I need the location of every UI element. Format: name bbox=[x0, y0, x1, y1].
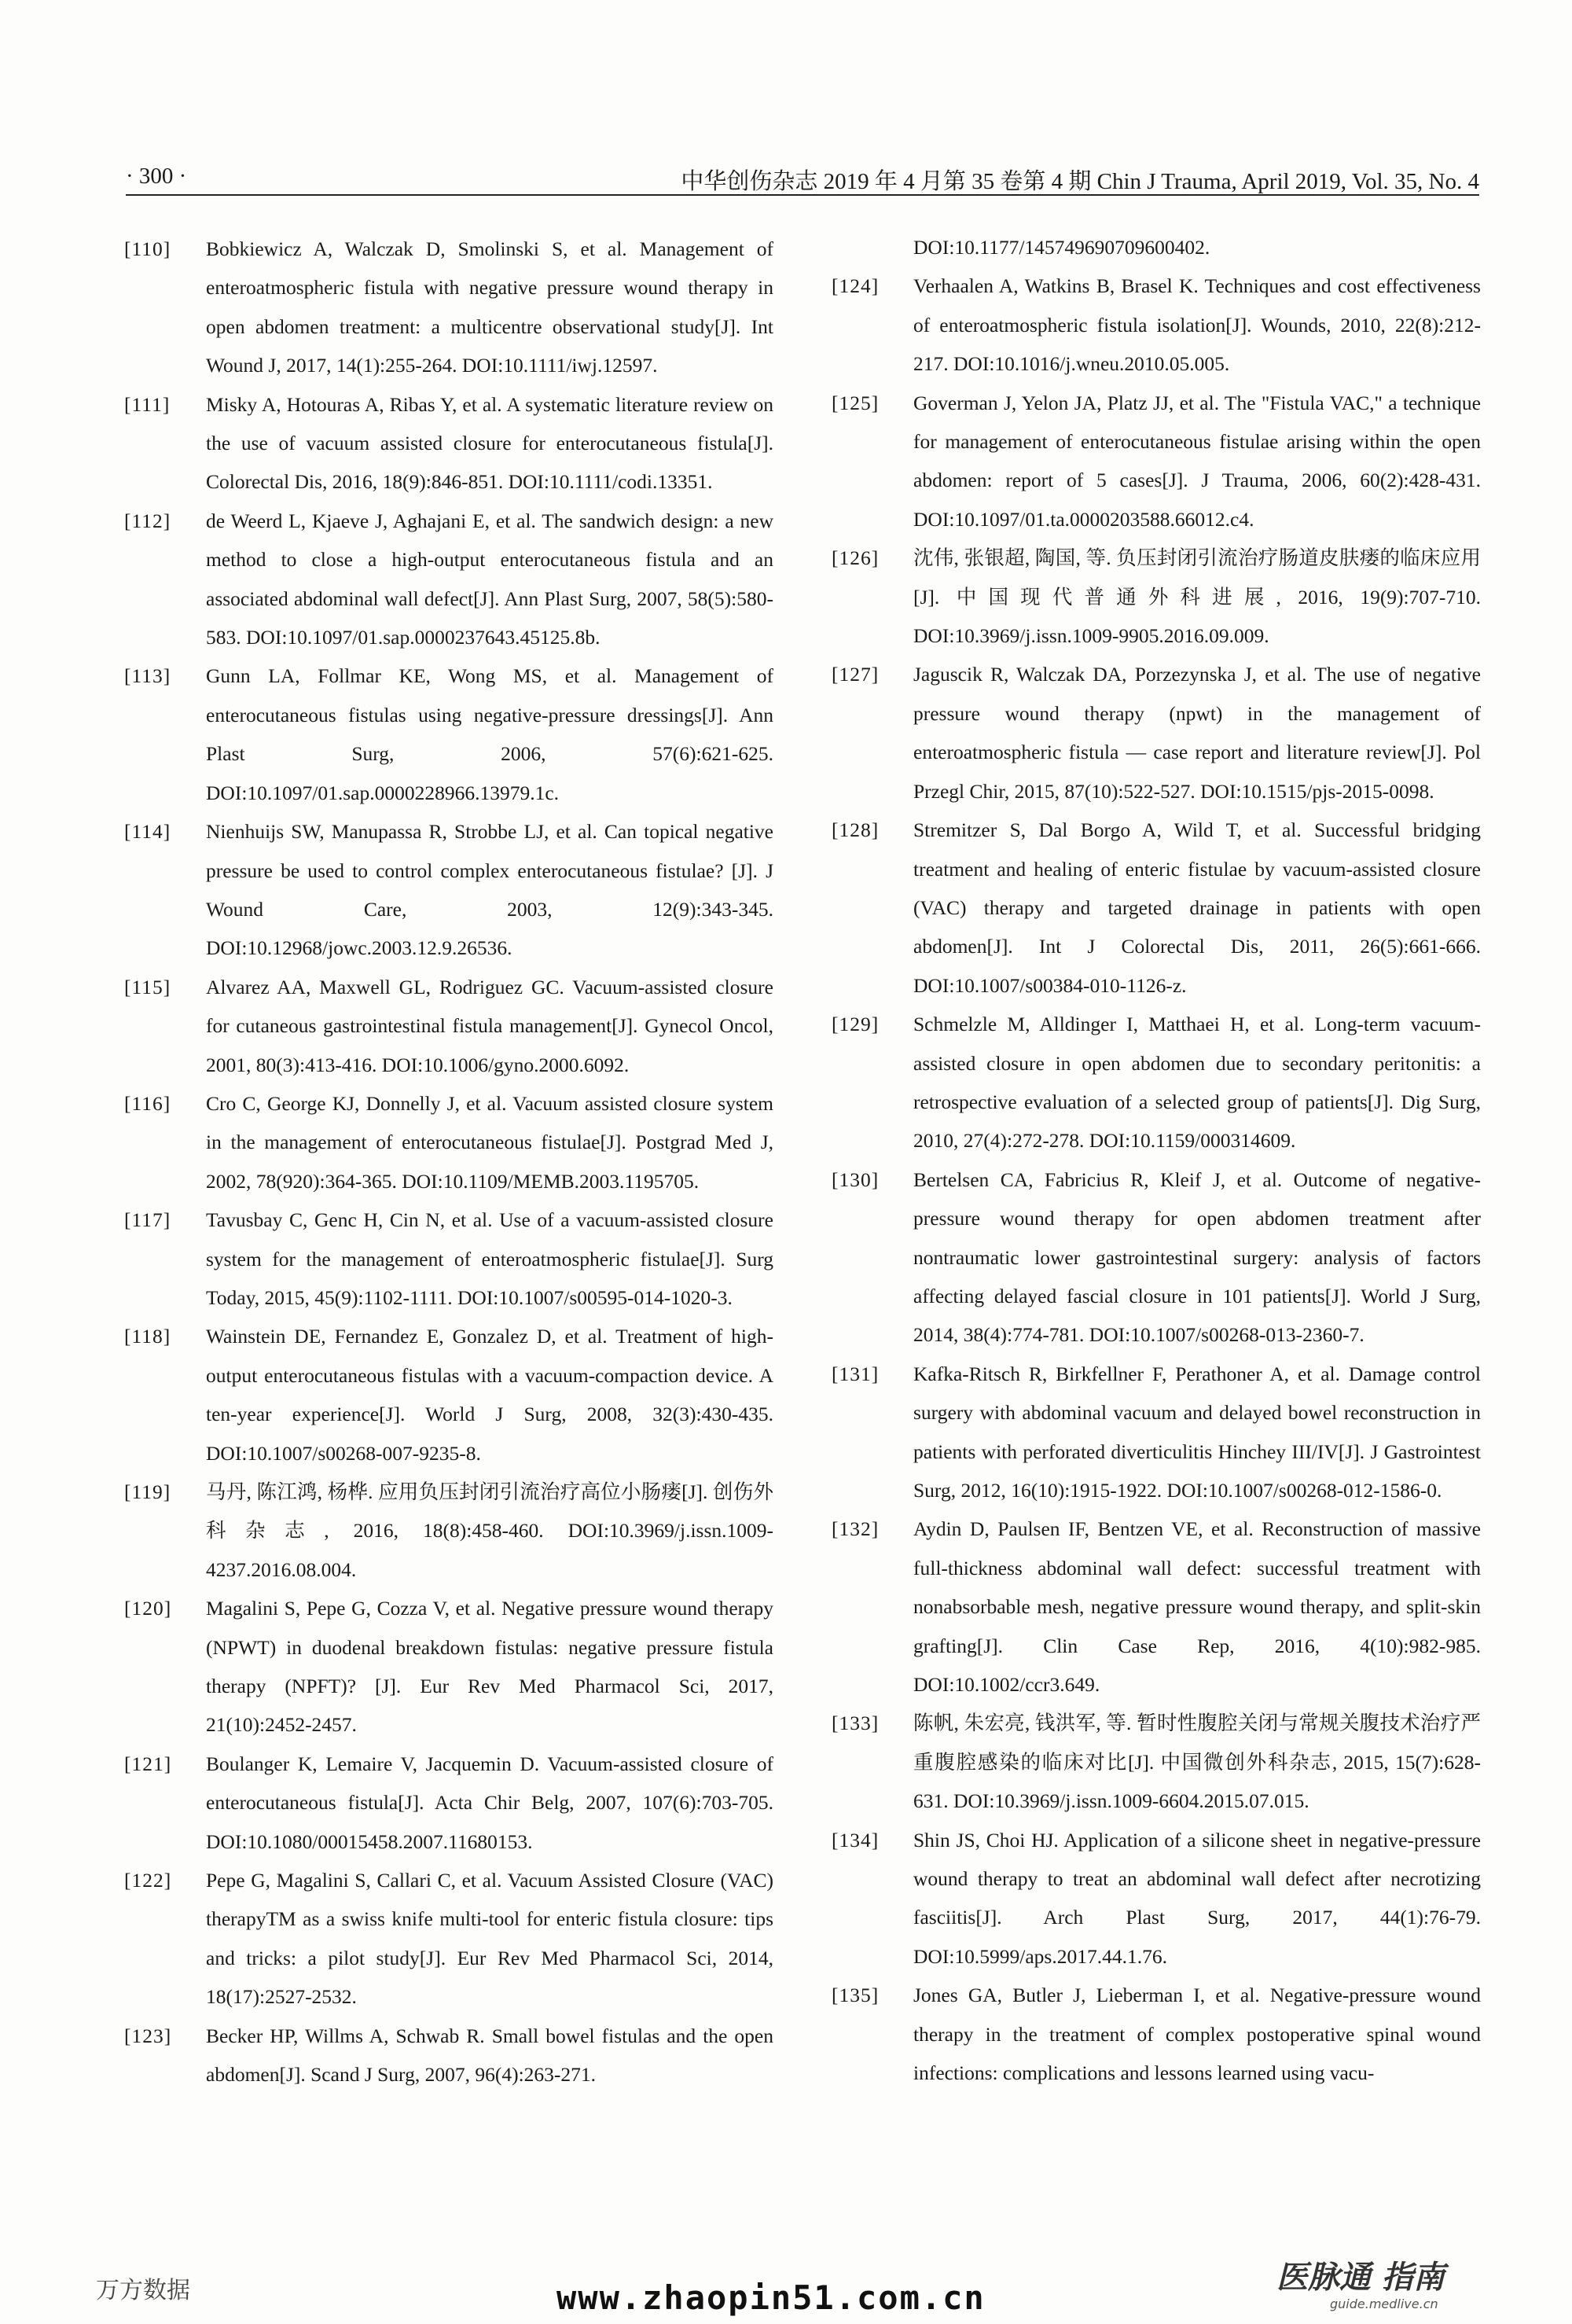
header-rule bbox=[126, 194, 1479, 196]
running-header bbox=[126, 156, 1479, 195]
reference-item bbox=[124, 1473, 773, 1589]
reference-number: [124] bbox=[832, 274, 880, 298]
reference-item bbox=[124, 1745, 773, 1861]
reference-number: [131] bbox=[832, 1362, 880, 1385]
reference-text: Goverman J, Yelon JA, Platz JJ, et al. The "Fistula VAC," a technique for management of enterocutaneous fistulae arising within the open abdomen: report of 5 cases[J]. J Trauma, 2006, 60(2):428-431. DOI:10.1097/01.ta.0000203588.66012.c4. bbox=[913, 391, 1481, 531]
reference-text: Nienhuijs SW, Manupassa R, Strobbe LJ, et al. Can topical negative pressure be used to control complex enterocutaneous fistulae? [J]. J Wound Care, 2003, 12(9):343-345. DOI:10.12968/jowc.2003.12.9.26536. bbox=[206, 820, 773, 960]
reference-item bbox=[832, 1704, 1481, 1820]
reference-text: Gunn LA, Follmar KE, Wong MS, et al. Management of enterocutaneous fistulas using negative-pressure dressings[J]. Ann Plast Surg, 2006, 57(6):621-625. DOI:10.1097/01.sap.0000228966.13979.1c. bbox=[206, 664, 773, 804]
reference-item bbox=[832, 1509, 1481, 1704]
database-watermark: 万方数据 bbox=[96, 2277, 190, 2304]
reference-column-left bbox=[124, 230, 773, 2094]
reference-text: Pepe G, Magalini S, Callari C, et al. Vacuum Assisted Closure (VAC) therapyTM as a swiss knife multi-tool for enteric fistula closure: tips and tricks: a pilot study[J]. Eur Rev Med Pharmacol Sci, 2014, 18(17):2527-2532. bbox=[206, 1869, 773, 2009]
reference-text: Verhaalen A, Watkins B, Brasel K. Techniques and cost effectiveness of enteroatmospheric fistula isolation[J]. Wounds, 2010, 22(8):212-217. DOI:10.1016/j.wneu.2010.05.005. bbox=[913, 274, 1481, 376]
reference-item bbox=[832, 1976, 1481, 2092]
reference-number: [130] bbox=[832, 1168, 880, 1191]
reference-text: Shin JS, Choi HJ. Application of a silicone sheet in negative-pressure wound therapy to treat an abdominal wall defect after necrotizing fasciitis[J]. Arch Plast Surg, 2017, 44(1):76-79. DOI:10.5999/aps.2017.44.1.76. bbox=[913, 1828, 1481, 1968]
reference-item bbox=[832, 267, 1481, 383]
reference-text: Stremitzer S, Dal Borgo A, Wild T, et al. Successful bridging treatment and healing of enteric fistulae by vacuum-assisted closure (VAC) therapy and targeted drainage in patients with open abdomen[J]. Int J Colorectal Dis, 2011, 26(5):661-666. DOI:10.1007/s00384-010-1126-z. bbox=[913, 818, 1481, 997]
reference-item bbox=[832, 1005, 1481, 1160]
reference-item bbox=[832, 655, 1481, 811]
reference-number: [121] bbox=[124, 1752, 172, 1775]
reference-text: Jaguscik R, Walczak DA, Porzezynska J, et al. The use of negative pressure wound therapy (npwt) in the management of enteroatmospheric fistula — case report and literature review[J]. Pol Przegl Chir, 2015, 87(10):522-527. DOI:10.1515/pjs-2015-0098. bbox=[913, 663, 1481, 803]
footer-url: www.zhaopin51.com.cn bbox=[556, 2278, 986, 2317]
reference-item bbox=[124, 1084, 773, 1201]
reference-continuation bbox=[832, 228, 1481, 267]
reference-item bbox=[832, 384, 1481, 539]
reference-number: [114] bbox=[124, 820, 171, 844]
reference-text: Schmelzle M, Alldinger I, Matthaei H, et al. Long-term vacuum-assisted closure in open abdomen due to secondary peritonitis: a retrospective evaluation of a selected group of patients[J]. Dig Surg, 2010, 27(4):272-278. DOI:10.1159/000314609. bbox=[913, 1013, 1481, 1153]
reference-item bbox=[124, 1589, 773, 1745]
reference-item bbox=[124, 385, 773, 502]
reference-text: de Weerd L, Kjaeve J, Aghajani E, et al. The sandwich design: a new method to close a high-output enterocutaneous fistula and an associated abdominal wall defect[J]. Ann Plast Surg, 2007, 58(5):580-583. DOI:10.1097/01.sap.0000237643.45125.8b. bbox=[206, 509, 773, 649]
reference-number: [110] bbox=[124, 237, 171, 260]
reference-number: [128] bbox=[832, 818, 880, 842]
reference-text: Kafka-Ritsch R, Birkfellner F, Perathoner A, et al. Damage control surgery with abdominal vacuum and delayed bowel reconstruction in patients with perforated diverticulitis Hinchey III/IV[J]. J Gastrointest Surg, 2012, 16(10):1915-1922. DOI:10.1007/s00268-012-1586-0. bbox=[913, 1362, 1481, 1502]
reference-item bbox=[832, 811, 1481, 1005]
reference-text: 马丹, 陈江鸿, 杨桦. 应用负压封闭引流治疗高位小肠瘘[J]. 创伤外科杂志, 2016, 18(8):458-460. DOI:10.3969/j.issn.1009-4237.2016.08.004. bbox=[206, 1480, 773, 1581]
reference-number: [133] bbox=[832, 1712, 880, 1735]
journal-citation: 中华创伤杂志 2019 年 4 月第 35 卷第 4 期 Chin J Trauma, April 2019, Vol. 35, No. 4 bbox=[681, 169, 1479, 194]
reference-text: 陈帆, 朱宏亮, 钱洪军, 等. 暂时性腹腔关闭与常规关腹技术治疗严重腹腔感染的临床对比[J]. 中国微创外科杂志, 2015, 15(7):628-631. DOI:10.3969/j.issn.1009-6604.2015.07.015. bbox=[913, 1712, 1481, 1813]
reference-number: [129] bbox=[832, 1013, 880, 1036]
reference-item bbox=[124, 502, 773, 657]
page-number: · 300 · bbox=[126, 164, 187, 189]
reference-number: [123] bbox=[124, 2024, 172, 2047]
reference-text: Aydin D, Paulsen IF, Bentzen VE, et al. Reconstruction of massive full-thickness abdominal wall defect: successful treatment with nonabsorbable mesh, negative pressure wound therapy, and split-skin grafting[J]. Clin Case Rep, 2016, 4(10):982-985. DOI:10.1002/ccr3.649. bbox=[913, 1517, 1481, 1697]
reference-number: [132] bbox=[832, 1517, 880, 1541]
reference-item bbox=[832, 1355, 1481, 1510]
reference-item bbox=[124, 968, 773, 1084]
reference-item bbox=[124, 1317, 773, 1473]
reference-text: Magalini S, Pepe G, Cozza V, et al. Negative pressure wound therapy (NPWT) in duodenal breakdown fistulas: negative pressure fistula therapy (NPFT)? [J]. Eur Rev Med Pharmacol Sci, 2017, 21(10):2452-2457. bbox=[206, 1597, 773, 1737]
reference-item bbox=[124, 656, 773, 812]
reference-text: Misky A, Hotouras A, Ribas Y, et al. A systematic literature review on the use of vacuum assisted closure for enterocutaneous fistula[J]. Colorectal Dis, 2016, 18(9):846-851. DOI:10.1111/codi.13351. bbox=[206, 392, 773, 494]
reference-text: Wainstein DE, Fernandez E, Gonzalez D, et al. Treatment of high-output enterocutaneous fistulas with a vacuum-compaction device. A ten-year experience[J]. World J Surg, 2008, 32(3):430-435. DOI:10.1007/s00268-007-9235-8. bbox=[206, 1325, 773, 1465]
logo-text: 医脉通 指南 bbox=[1276, 2260, 1445, 2296]
reference-text: Jones GA, Butler J, Lieberman I, et al. Negative-pressure wound therapy in the treatment of complex postoperative spinal wound infections: complications and lessons learned using vacu- bbox=[913, 1984, 1481, 2085]
reference-number: [134] bbox=[832, 1828, 880, 1851]
reference-number: [112] bbox=[124, 509, 171, 532]
reference-number: [115] bbox=[124, 975, 171, 998]
reference-item bbox=[832, 1160, 1481, 1355]
reference-number: [113] bbox=[124, 664, 171, 688]
reference-item bbox=[124, 230, 773, 385]
reference-text: Bertelsen CA, Fabricius R, Kleif J, et al. Outcome of negative-pressure wound therapy for open abdomen treatment after nontraumatic lower gastrointestinal surgery: analysis of factors affecting delayed fascial closure in 101 patients[J]. World J Surg, 2014, 38(4):774-781. DOI:10.1007/s00268-013-2360-7. bbox=[913, 1168, 1481, 1347]
logo-subtext: guide.medlive.cn bbox=[1330, 2296, 1438, 2311]
reference-number: [125] bbox=[832, 391, 880, 414]
medlive-logo bbox=[1275, 2250, 1495, 2313]
reference-item bbox=[832, 1821, 1481, 1977]
reference-number: [117] bbox=[124, 1208, 171, 1232]
reference-number: [119] bbox=[124, 1480, 171, 1503]
reference-number: [118] bbox=[124, 1325, 171, 1348]
reference-text: Cro C, George KJ, Donnelly J, et al. Vacuum assisted closure system in the management of enterocutaneous fistulae[J]. Postgrad Med J, 2002, 78(920):364-365. DOI:10.1109/MEMB.2003.1195705. bbox=[206, 1091, 773, 1193]
reference-column-right bbox=[832, 228, 1481, 2093]
reference-text: Bobkiewicz A, Walczak D, Smolinski S, et al. Management of enteroatmospheric fistula with negative pressure wound therapy in open abdomen treatment: a multicentre observational study[J]. Int Wound J, 2017, 14(1):255-264. DOI:10.1111/iwj.12597. bbox=[206, 237, 773, 377]
reference-number: [120] bbox=[124, 1597, 172, 1620]
reference-text: Boulanger K, Lemaire V, Jacquemin D. Vacuum-assisted closure of enterocutaneous fistula[J]. Acta Chir Belg, 2007, 107(6):703-705. DOI:10.1080/00015458.2007.11680153. bbox=[206, 1752, 773, 1853]
reference-item bbox=[124, 2017, 773, 2094]
reference-number: [126] bbox=[832, 546, 880, 570]
reference-text: Becker HP, Willms A, Schwab R. Small bowel fistulas and the open abdomen[J]. Scand J Surg, 2007, 96(4):263-271. bbox=[206, 2024, 773, 2087]
reference-number: [135] bbox=[832, 1984, 880, 2007]
reference-text: DOI:10.1177/145749690709600402. bbox=[913, 236, 1210, 259]
reference-number: [122] bbox=[124, 1869, 172, 1892]
reference-number: [111] bbox=[124, 392, 171, 416]
reference-item bbox=[124, 1201, 773, 1317]
reference-number: [127] bbox=[832, 663, 880, 686]
reference-item bbox=[124, 1861, 773, 2017]
reference-text: Alvarez AA, Maxwell GL, Rodriguez GC. Vacuum-assisted closure for cutaneous gastrointestinal fistula management[J]. Gynecol Oncol, 2001, 80(3):413-416. DOI:10.1006/gyno.2000.6092. bbox=[206, 975, 773, 1076]
reference-item bbox=[124, 812, 773, 968]
reference-text: 沈伟, 张银超, 陶国, 等. 负压封闭引流治疗肠道皮肤瘘的临床应用[J]. 中国现代普通外科进展, 2016, 19(9):707-710. DOI:10.3969/j.issn.1009-9905.2016.09.009. bbox=[913, 546, 1481, 648]
reference-number: [116] bbox=[124, 1091, 171, 1115]
reference-text: Tavusbay C, Genc H, Cin N, et al. Use of a vacuum-assisted closure system for the management of enteroatmospheric fistulae[J]. Surg Today, 2015, 45(9):1102-1111. DOI:10.1007/s00595-014-1020-3. bbox=[206, 1208, 773, 1309]
reference-item bbox=[832, 539, 1481, 655]
